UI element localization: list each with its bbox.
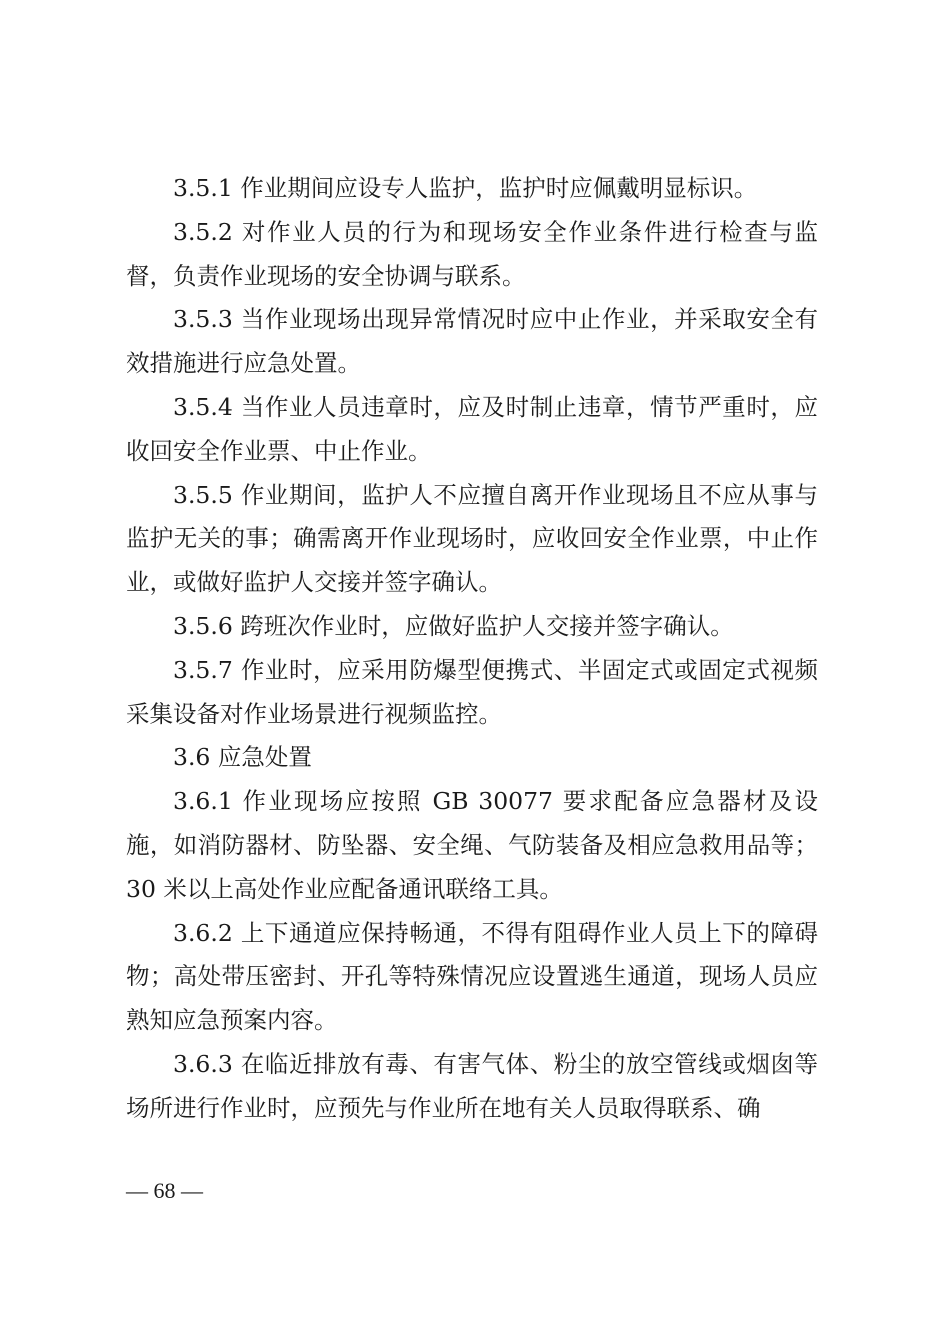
paragraph-3-5-7: 3.5.7 作业时，应采用防爆型便携式、半固定式或固定式视频采集设备对作业场景进行视频监控。 — [126, 655, 818, 728]
document-body — [126, 167, 818, 1131]
paragraph-3-5-2: 3.5.2 对作业人员的行为和现场安全作业条件进行检查与监督，负责作业现场的安全协调与联系。 — [126, 217, 818, 290]
paragraph-3-5-6: 3.5.6 跨班次作业时，应做好监护人交接并签字确认。 — [173, 611, 734, 640]
paragraph-3-5-5: 3.5.5 作业期间，监护人不应擅自离开作业现场且不应从事与监护无关的事；确需离开作业现场时，应收回安全作业票，中止作业，或做好监护人交接并签字确认。 — [126, 480, 818, 597]
section-heading-3-6: 3.6 应急处置 — [173, 743, 312, 772]
paragraph-3-5-3: 3.5.3 当作业现场出现异常情况时应中止作业，并采取安全有效措施进行应急处置。 — [126, 305, 818, 378]
paragraph-3-6-3: 3.6.3 在临近排放有毒、有害气体、粉尘的放空管线或烟囱等场所进行作业时，应预先与作业所在地有关人员取得联系、确 — [126, 1049, 818, 1122]
page-number: — 68 — — [126, 1178, 203, 1203]
paragraph-3-6-2: 3.6.2 上下通道应保持畅通，不得有阻碍作业人员上下的障碍物；高处带压密封、开孔等特殊情况应设置逃生通道，现场人员应熟知应急预案内容。 — [126, 918, 818, 1035]
paragraph-3-6-1: 3.6.1 作业现场应按照 GB 30077 要求配备应急器材及设施，如消防器材、防坠器、安全绳、气防装备及相应急救用品等；30 米以上高处作业应配备通讯联络工具。 — [126, 787, 818, 903]
paragraph-3-5-1: 3.5.1 作业期间应设专人监护，监护时应佩戴明显标识。 — [173, 174, 758, 202]
paragraph-3-5-4: 3.5.4 当作业人员违章时，应及时制止违章，情节严重时，应收回安全作业票、中止作业。 — [126, 392, 818, 465]
